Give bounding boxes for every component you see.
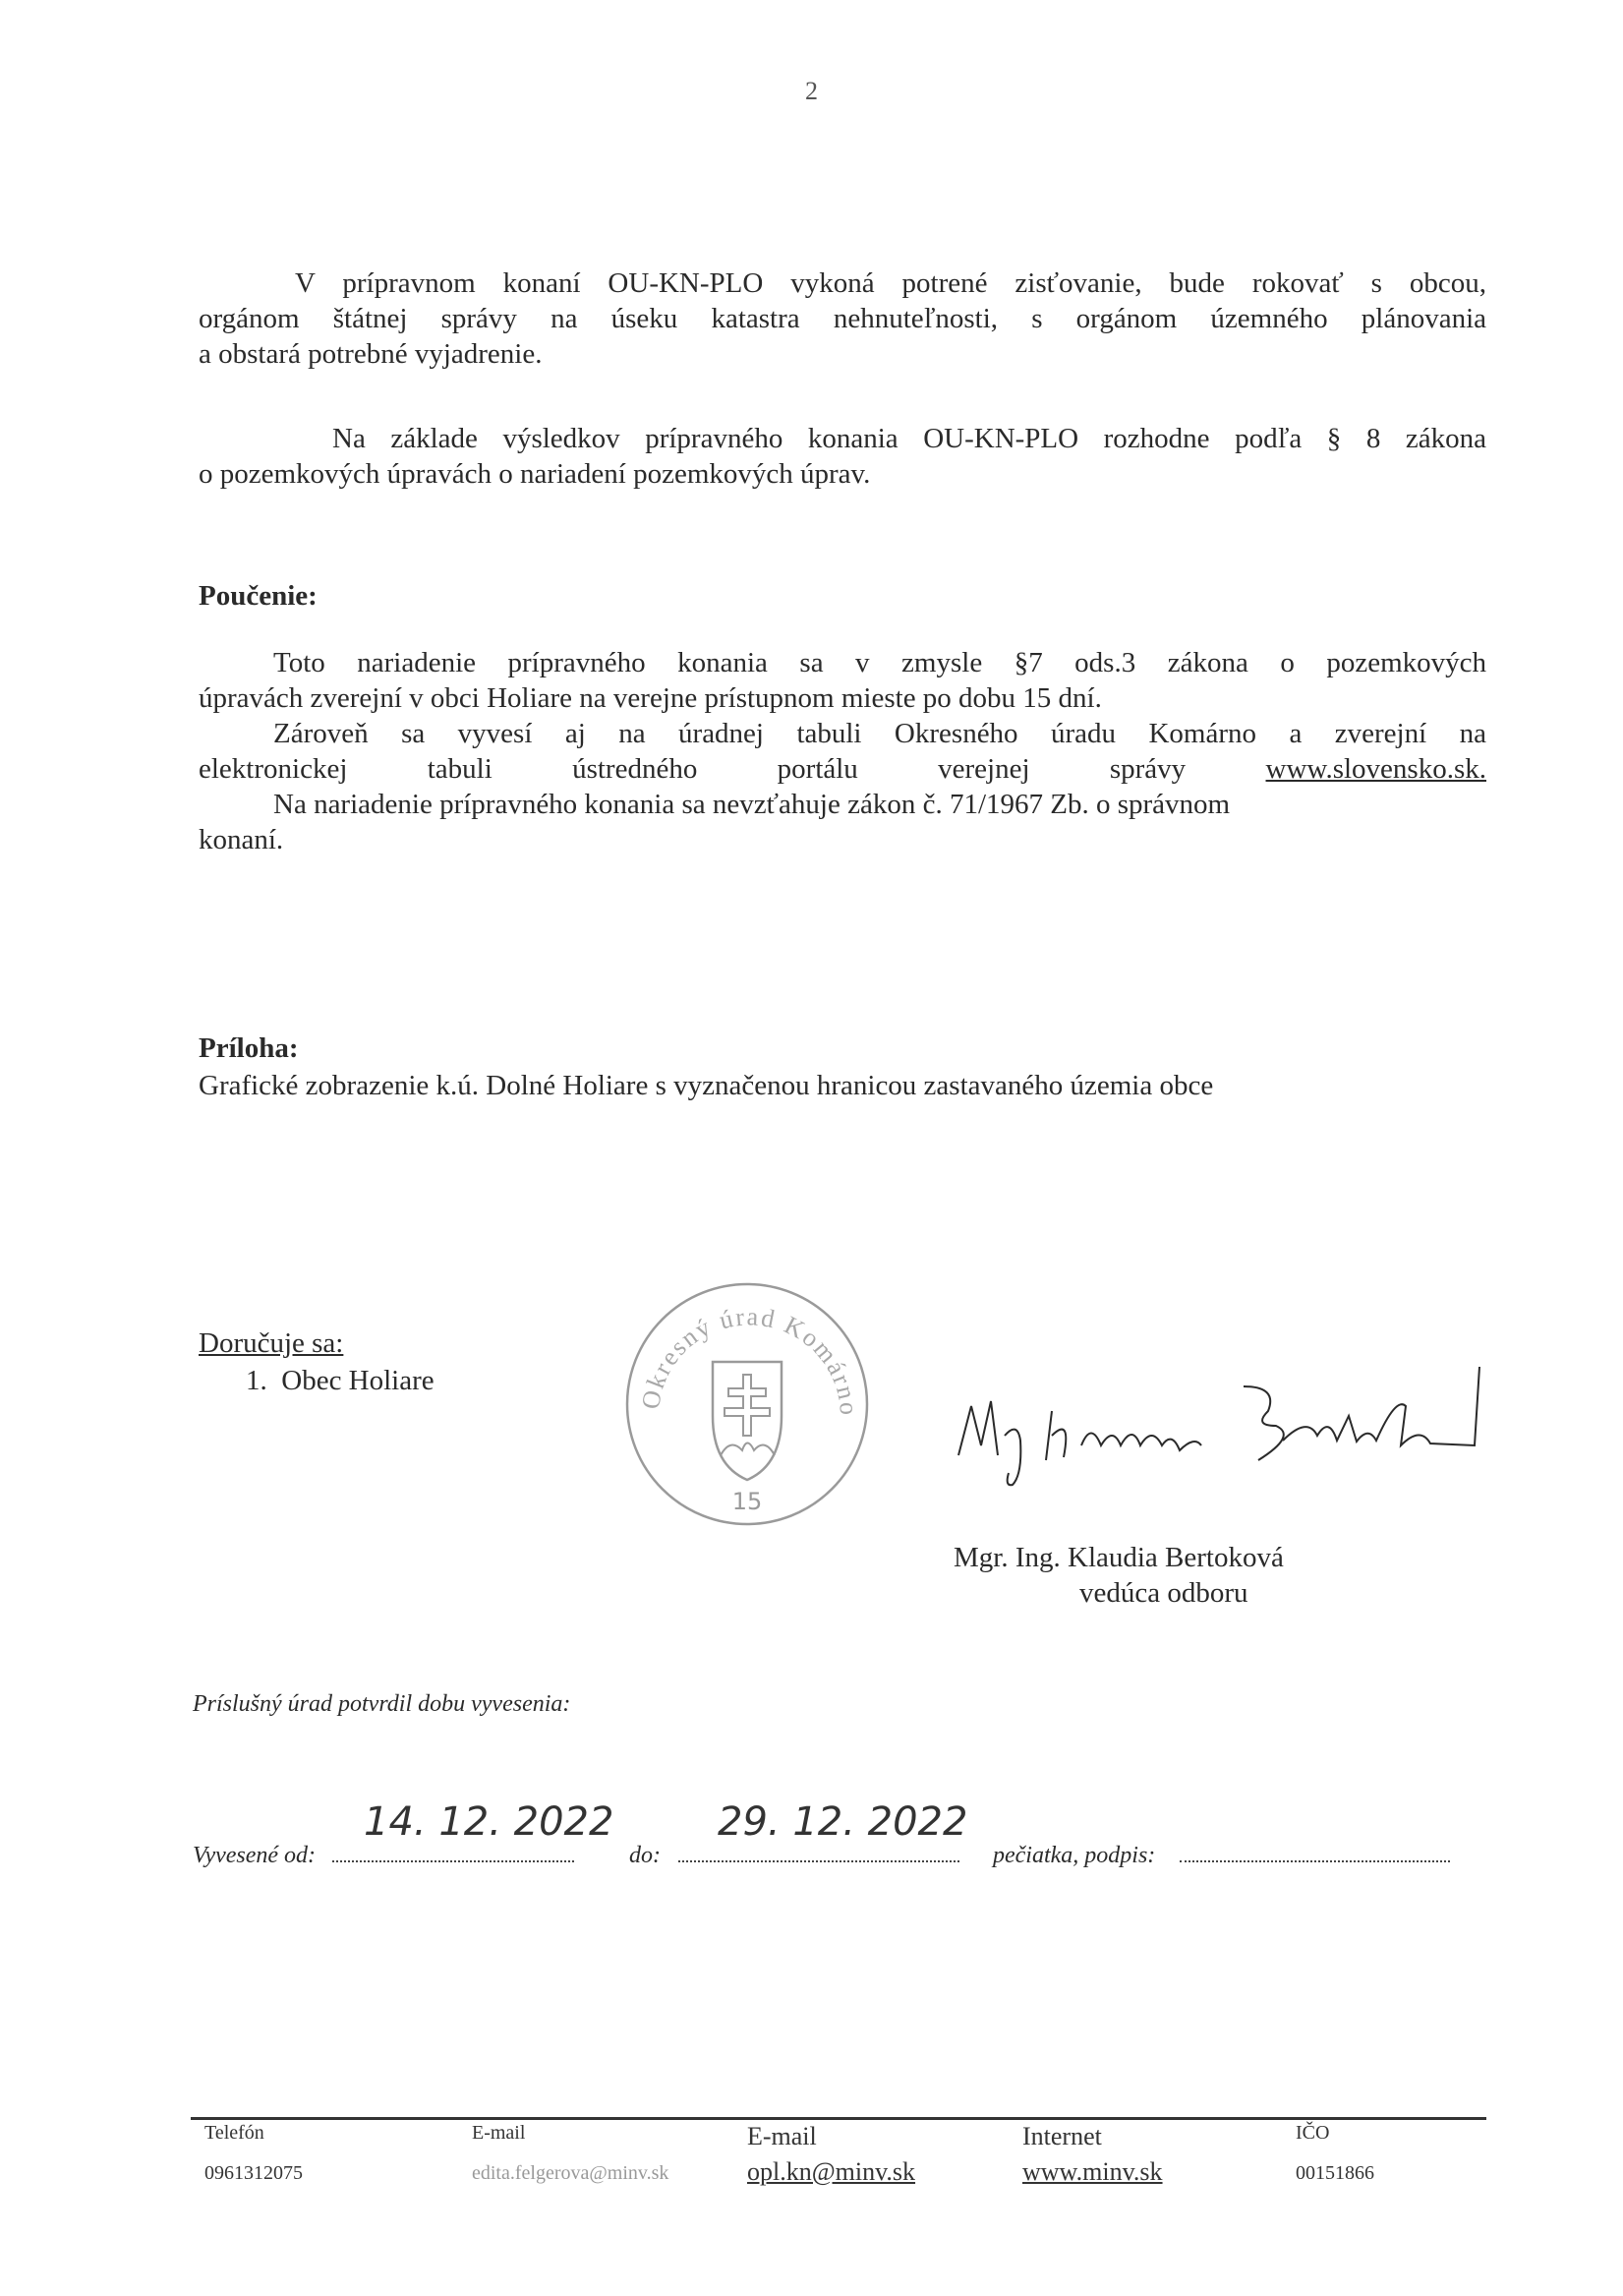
footer-label: Telefón <box>204 2122 264 2144</box>
footer-phone <box>204 2122 303 2185</box>
footer-label: IČO <box>1296 2122 1330 2144</box>
text-line <box>199 751 1486 787</box>
priloha-text: Grafické zobrazenie k.ú. Dolné Holiare s vyznačenou hranicou zastavaného územia obce <box>199 1070 1214 1101</box>
footer-email-2 <box>747 2122 915 2187</box>
footer-ico <box>1296 2122 1374 2185</box>
text-fragment: elektronickej tabuli ústredného portálu verejnej správy <box>199 753 1266 785</box>
dorucuje-item: 1. Obec Holiare <box>246 1365 435 1396</box>
posting-from-line <box>332 1860 574 1862</box>
footer-value[interactable]: opl.kn@minv.sk <box>747 2157 916 2186</box>
poucenie-body <box>199 645 1486 857</box>
paragraph-decision <box>199 421 1486 492</box>
text-line: orgánom štátnej správy na úseku katastra nehnuteľnosti, s orgánom územného plánovania <box>199 303 1486 334</box>
text-line: V prípravnom konaní OU-KN-PLO vykoná potrené zisťovanie, bude rokovať s obcou, <box>295 267 1486 299</box>
posting-from-label: Vyvesené od: <box>193 1843 317 1868</box>
footer-divider <box>191 2117 1486 2120</box>
posting-from-value: 14. 12. 2022 <box>364 1799 614 1845</box>
posting-confirm: Príslušný úrad potvrdil dobu vyvesenia: <box>193 1691 571 1717</box>
posting-stamp-line <box>1180 1860 1450 1862</box>
signatory-role: vedúca odboru <box>1079 1577 1248 1609</box>
stamp-number: 15 <box>731 1488 763 1515</box>
posting-to-line <box>678 1860 959 1862</box>
official-stamp <box>614 1268 880 1534</box>
footer-value: 0961312075 <box>204 2162 303 2184</box>
footer-value: 00151866 <box>1296 2162 1374 2184</box>
text-line: a obstará potrebné vyjadrenie. <box>199 338 543 370</box>
text-line: konaní. <box>199 824 284 855</box>
footer-label: Internet <box>1022 2122 1102 2150</box>
text-line: Na nariadenie prípravného konania sa nevzťahuje zákon č. 71/1967 Zb. o správnom <box>273 789 1231 820</box>
dorucuje-heading: Doručuje sa: <box>199 1327 344 1359</box>
footer-email-1 <box>472 2122 668 2185</box>
text-line: úpravách zverejní v obci Holiare na verejne prístupnom mieste po dobu 15 dní. <box>199 682 1102 714</box>
portal-link[interactable]: www.slovensko.sk. <box>1265 753 1486 785</box>
posting-to-value: 29. 12. 2022 <box>718 1799 968 1845</box>
poucenie-heading: Poučenie: <box>199 580 318 612</box>
text-line: o pozemkových úpravách o nariadení pozemkových úprav. <box>199 458 871 490</box>
posting-stamp-label: pečiatka, podpis: <box>993 1843 1156 1868</box>
handwritten-signature <box>944 1347 1494 1495</box>
svg-text:Okresný úrad Komárno: Okresný úrad Komárno <box>635 1302 864 1418</box>
text-line: Na základe výsledkov prípravného konania OU-KN-PLO rozhodne podľa § 8 zákona <box>332 423 1486 454</box>
footer-internet <box>1022 2122 1163 2187</box>
signatory-name: Mgr. Ing. Klaudia Bertoková <box>954 1542 1284 1573</box>
posting-to-label: do: <box>629 1843 661 1868</box>
text-line: Zároveň sa vyvesí aj na úradnej tabuli Okresného úradu Komárno a zverejní na <box>273 718 1486 749</box>
footer-value[interactable]: edita.felgerova@minv.sk <box>472 2162 669 2184</box>
paragraph-preparatory <box>199 265 1486 372</box>
priloha-heading: Príloha: <box>199 1032 299 1064</box>
footer-label: E-mail <box>472 2122 526 2144</box>
page-number: 2 <box>805 77 818 105</box>
text-line: Toto nariadenie prípravného konania sa v zmysle §7 ods.3 zákona o pozemkových <box>273 647 1486 678</box>
footer-label: E-mail <box>747 2122 817 2150</box>
footer-value[interactable]: www.minv.sk <box>1022 2157 1163 2186</box>
